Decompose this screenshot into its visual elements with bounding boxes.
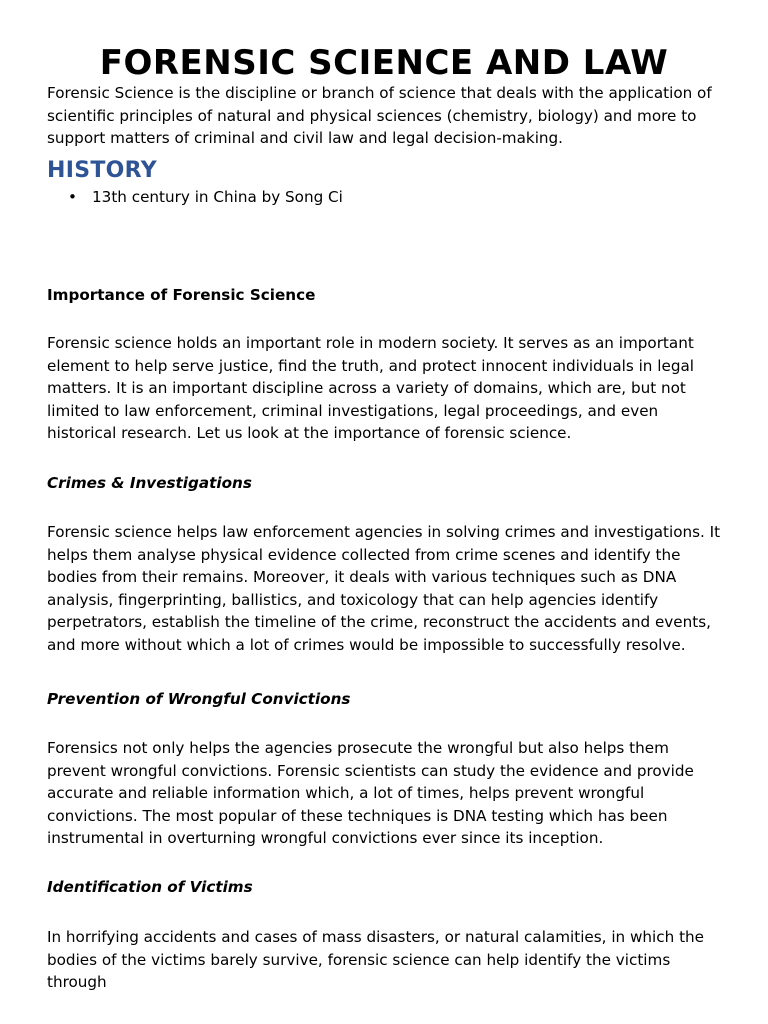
importance-paragraph: Forensic science holds an important role in modern society. It serves as an important element to help serve justice, find the truth, and protect innocent individuals in legal matters. It is an important discipline across a variety of domains, which are, but not limited to law enforcement, criminal investigations, legal proceedings, and even historical research. Let us look at the importance of forensic science.	[47, 334, 694, 442]
identification-paragraph: In horrifying accidents and cases of mass disasters, or natural calamities, in which the bodies of the victims barely survive, forensic science can help identify the victims through	[47, 928, 705, 991]
bullet-icon: •	[68, 188, 77, 206]
prevention-paragraph: Forensics not only helps the agencies prosecute the wrongful but also helps them prevent wrongful convictions. Forensic scientists can study the evidence and provide accurate and reliable information which, a lot of times, helps prevent wrongful convictions. The most popular of these techniques is DNA testing which has been instrumental in overturning wrongful convictions ever since its inception.	[47, 739, 694, 847]
history-bullet-item: 13th century in China by Song Ci	[92, 188, 343, 206]
importance-heading: Importance of Forensic Science	[47, 286, 316, 304]
crimes-heading: Crimes & Investigations	[47, 474, 252, 492]
history-bullet-list	[68, 186, 343, 209]
document-title: FORENSIC SCIENCE AND LAW	[99, 43, 669, 83]
intro-paragraph: Forensic Science is the discipline or branch of science that deals with the application of scientific principles of natural and physical sciences (chemistry, biology) and more to support matters of criminal and civil law and legal decision-making.	[47, 84, 712, 147]
identification-heading: Identification of Victims	[47, 878, 253, 896]
prevention-heading: Prevention of Wrongful Convictions	[47, 690, 351, 708]
crimes-paragraph: Forensic science helps law enforcement agencies in solving crimes and investigations. It helps them analyse physical evidence collected from crime scenes and identify the bodies from their remains. Moreover, it deals with various techniques such as DNA analysis, fingerprinting, ballistics, and toxicology that can help agencies identify perpetrators, establish the timeline of the crime, reconstruct the accidents and events, and more without which a lot of crimes would be impossible to successfully resolve.	[47, 523, 721, 654]
history-heading: HISTORY	[47, 158, 157, 183]
